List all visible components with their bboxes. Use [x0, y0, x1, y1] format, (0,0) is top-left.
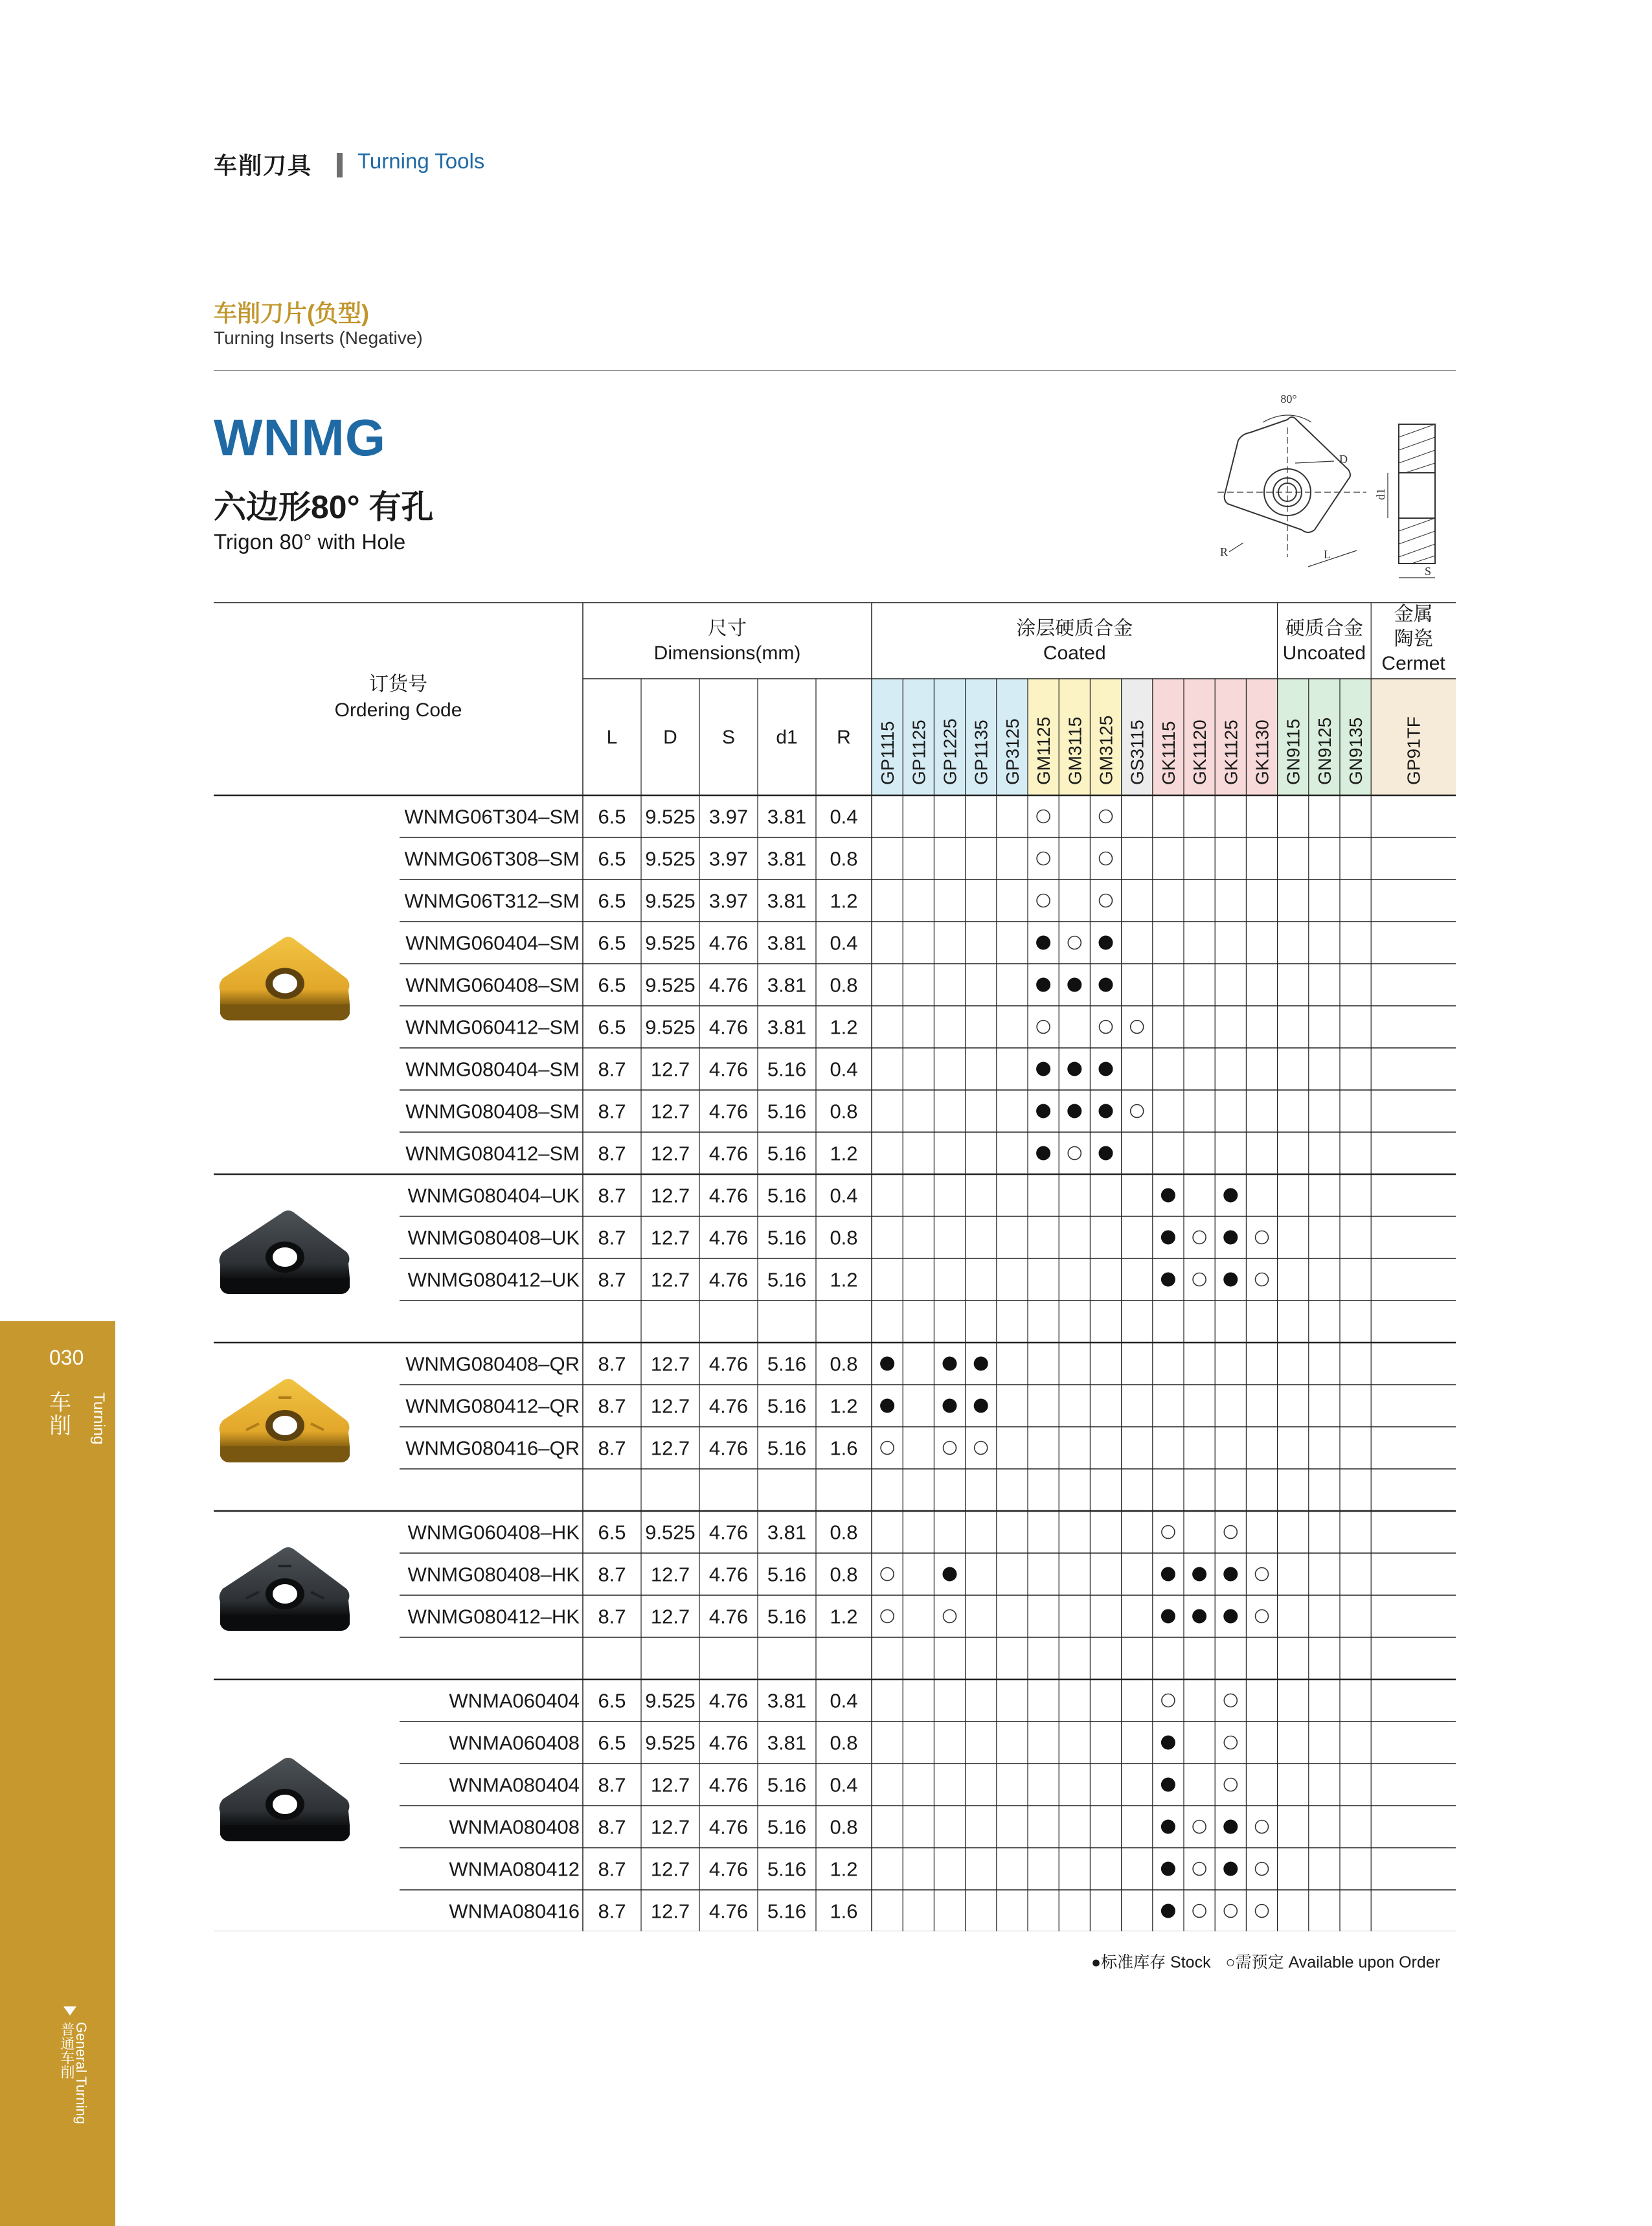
dimension-cell: 1.2	[830, 1142, 858, 1165]
dimension-cell: 9.525	[645, 805, 696, 828]
dimension-cell: 9.525	[645, 1689, 696, 1712]
dimension-cell: 5.16	[767, 1394, 807, 1418]
dimension-cell: 4.76	[708, 1563, 749, 1586]
order-circle	[1224, 1778, 1237, 1791]
dimension-cell: 3.81	[767, 1016, 807, 1039]
grade-label: GK1115	[1158, 721, 1179, 785]
dimension-cell: 4.76	[708, 1605, 749, 1628]
grade-label: GN9135	[1346, 717, 1366, 785]
ordering-code-cell: WNMG06T304–SM	[404, 805, 580, 828]
diagram-d-label: D	[1339, 453, 1348, 466]
order-circle	[1037, 894, 1050, 907]
dimension-cell: 4.76	[708, 1689, 749, 1712]
dimension-cell: 4.76	[708, 973, 749, 997]
grade-label: GN9115	[1283, 718, 1304, 785]
ordering-code-cell: WNMG080404–UK	[407, 1184, 580, 1207]
dimension-cell: 12.7	[650, 1857, 690, 1881]
black-insert-chipbreaker-edge	[220, 1615, 350, 1631]
dimension-cell: 4.76	[708, 1900, 749, 1923]
gold-insert-chipbreaker-hole	[273, 1416, 297, 1435]
grade-label: GS3115	[1127, 720, 1148, 785]
order-circle	[1037, 810, 1050, 823]
side-tab-label-cn: 车削	[49, 1391, 71, 1438]
dimension-cell: 12.7	[650, 1605, 690, 1628]
stock-dot	[1223, 1609, 1238, 1624]
ordering-code-header-en: Ordering Code	[334, 699, 462, 721]
page-number: 030	[49, 1346, 84, 1369]
ordering-code-cell: WNMA060404	[449, 1689, 580, 1712]
order-circle	[1100, 894, 1113, 907]
stock-dot	[974, 1399, 988, 1413]
order-circle	[1224, 1694, 1237, 1707]
black-insert-chipbreaker	[220, 1547, 350, 1631]
black-insert-plain-edge	[220, 1278, 350, 1294]
stock-dot	[1161, 1820, 1175, 1834]
dimension-cell: 9.525	[645, 931, 696, 955]
stock-dot	[1067, 1104, 1081, 1119]
order-circle	[1193, 1863, 1206, 1876]
coated-header-cn: 涂层硬质合金	[1016, 618, 1133, 639]
dimension-cell: 0.8	[830, 1226, 858, 1249]
order-circle	[1224, 1526, 1237, 1539]
dimension-cell: 1.2	[830, 1268, 858, 1291]
dimension-cell: 3.81	[767, 1521, 807, 1544]
dimension-cell: 1.2	[830, 1394, 858, 1418]
dimension-cell: 5.16	[767, 1563, 807, 1586]
dimension-cell: 4.76	[708, 1016, 749, 1039]
dimension-cell: 6.5	[598, 889, 626, 913]
cermet-header-cn-1: 金属	[1394, 604, 1433, 625]
order-circle	[975, 1442, 988, 1455]
dimension-cell: 12.7	[650, 1184, 690, 1207]
dimension-cell: 9.525	[645, 1016, 696, 1039]
grade-label: GP3125	[1002, 718, 1023, 785]
grade-label: GM3115	[1065, 716, 1085, 785]
dimension-cell: 8.7	[598, 1268, 626, 1291]
order-circle	[1068, 1147, 1081, 1160]
dimension-cell: 4.76	[708, 1100, 749, 1123]
stock-dot	[1161, 1778, 1175, 1792]
order-circle	[1224, 1736, 1237, 1749]
order-circle	[1037, 852, 1050, 865]
dimension-cell: 5.16	[767, 1437, 807, 1460]
black-insert-flat-edge	[220, 1825, 350, 1841]
ordering-code-cell: WNMA080412	[449, 1857, 580, 1881]
side-tab-arrow-icon	[63, 2006, 76, 2016]
section-title-cn: 车削刀片(负型)	[214, 300, 369, 326]
dimension-cell: 0.8	[830, 1815, 858, 1839]
dimension-cell: 3.81	[767, 805, 807, 828]
stock-dot	[1036, 936, 1050, 950]
stock-dot	[1223, 1820, 1238, 1834]
dimension-cell: 5.16	[767, 1142, 807, 1165]
dimension-cell: 8.7	[598, 1605, 626, 1628]
dimension-cell: 1.2	[830, 1016, 858, 1039]
dimension-cell: 8.7	[598, 1100, 626, 1123]
dimension-cell: 8.7	[598, 1815, 626, 1839]
stock-dot	[1161, 1736, 1175, 1750]
dimension-cell: 3.81	[767, 847, 807, 870]
dimension-cell: 0.8	[830, 1731, 858, 1755]
dimension-cell: 6.5	[598, 847, 626, 870]
dimension-cell: 0.4	[830, 1184, 858, 1207]
gold-insert-plain-hole	[273, 974, 297, 994]
dimension-cell: 0.8	[830, 1521, 858, 1544]
stock-dot	[1161, 1231, 1175, 1245]
order-circle	[944, 1610, 956, 1623]
order-circle	[1131, 1021, 1144, 1034]
dimension-cell: 4.76	[708, 1142, 749, 1165]
dimension-cell: 12.7	[650, 1268, 690, 1291]
dimension-cell: 1.2	[830, 1605, 858, 1628]
order-circle	[1256, 1610, 1269, 1623]
diagram-angle-label: 80°	[1280, 392, 1297, 405]
uncoated-header-en: Uncoated	[1282, 642, 1366, 664]
stock-dot	[1161, 1567, 1175, 1582]
dimension-cell: 4.76	[708, 1058, 749, 1081]
dimension-col-header: d1	[776, 727, 798, 748]
order-circle	[1193, 1821, 1206, 1834]
dimension-cell: 4.76	[708, 1437, 749, 1460]
dimension-cell: 4.76	[708, 1521, 749, 1544]
dimension-cell: 3.97	[708, 889, 749, 913]
dimension-cell: 9.525	[645, 847, 696, 870]
stock-dot	[943, 1399, 957, 1413]
stock-dot	[1161, 1609, 1175, 1624]
legend-stock: ●标准库存 Stock	[1091, 1953, 1211, 1971]
ordering-code-cell: WNMG060404–SM	[405, 931, 580, 955]
stock-dot	[974, 1357, 988, 1371]
stock-dot	[1161, 1862, 1175, 1876]
order-circle	[1193, 1905, 1206, 1918]
coated-header-en: Coated	[1043, 642, 1106, 664]
dimension-cell: 8.7	[598, 1058, 626, 1081]
dimensions-header-cn: 尺寸	[708, 618, 747, 639]
dimension-cell: 4.76	[708, 1226, 749, 1249]
ordering-code-cell: WNMG080408–HK	[407, 1563, 580, 1586]
dimension-cell: 4.76	[708, 1352, 749, 1376]
section-rule	[214, 370, 1456, 371]
ordering-code-cell: WNMG080412–UK	[407, 1268, 580, 1291]
header-category-en: Turning Tools	[357, 149, 485, 173]
product-name-cn: 六边形80° 有孔	[214, 489, 434, 525]
dimension-cell: 5.16	[767, 1058, 807, 1081]
order-circle	[1162, 1694, 1175, 1707]
gold-insert-plain	[220, 937, 350, 1021]
ordering-code-cell: WNMA080404	[449, 1773, 580, 1797]
diagram-d1-label: d1	[1374, 488, 1387, 500]
stock-dot	[1161, 1188, 1175, 1203]
dimension-cell: 8.7	[598, 1900, 626, 1923]
dimension-cell: 12.7	[650, 1815, 690, 1839]
dimension-col-header: S	[721, 727, 736, 748]
dimension-cell: 4.76	[708, 931, 749, 955]
dimension-cell: 6.5	[598, 931, 626, 955]
stock-dot	[1223, 1188, 1238, 1203]
dimension-cell: 3.81	[767, 931, 807, 955]
order-circle	[1193, 1273, 1206, 1286]
dimension-col-header: L	[606, 727, 618, 748]
dimension-cell: 3.97	[708, 847, 749, 870]
order-circle	[1256, 1863, 1269, 1876]
black-insert-plain	[220, 1210, 350, 1294]
dimension-cell: 3.81	[767, 889, 807, 913]
stock-dot	[1099, 1104, 1113, 1119]
dimension-cell: 4.76	[708, 1773, 749, 1797]
order-circle	[881, 1610, 894, 1623]
black-insert-plain-hole	[273, 1247, 297, 1267]
cermet-header-en: Cermet	[1381, 653, 1445, 674]
header-divider	[337, 153, 343, 177]
stock-dot	[943, 1567, 957, 1582]
insert-technical-drawing	[1205, 389, 1464, 583]
side-tab-label-en: Turning	[90, 1392, 107, 1445]
dimension-cell: 12.7	[650, 1226, 690, 1249]
dimension-cell: 4.76	[708, 1268, 749, 1291]
dimension-col-header: D	[663, 727, 677, 748]
dimension-cell: 0.8	[830, 1352, 858, 1376]
stock-dot	[1161, 1273, 1175, 1287]
gold-insert-chipbreaker-edge	[220, 1446, 350, 1462]
dimension-cell: 1.2	[830, 889, 858, 913]
dimension-cell: 12.7	[650, 1100, 690, 1123]
grade-label: GM1125	[1034, 716, 1054, 785]
stock-dot	[1099, 936, 1113, 950]
dimension-cell: 3.81	[767, 973, 807, 997]
dimension-cell: 5.16	[767, 1605, 807, 1628]
stock-dot	[1036, 978, 1050, 992]
diagram-l-label: L	[1324, 548, 1331, 561]
grade-label: GK1125	[1221, 720, 1241, 785]
ordering-code-cell: WNMG06T308–SM	[404, 847, 580, 870]
dimension-cell: 8.7	[598, 1352, 626, 1376]
dimension-cell: 9.525	[645, 1521, 696, 1544]
dimension-cell: 8.7	[598, 1142, 626, 1165]
stock-dot	[943, 1357, 957, 1371]
dimension-cell: 12.7	[650, 1437, 690, 1460]
dimensions-header-en: Dimensions(mm)	[653, 642, 801, 664]
dimension-cell: 0.8	[830, 1100, 858, 1123]
stock-dot	[880, 1399, 894, 1413]
order-circle	[881, 1442, 894, 1455]
dimension-cell: 1.2	[830, 1857, 858, 1881]
stock-dot	[1067, 1062, 1081, 1076]
side-tab	[0, 1321, 115, 2226]
dimension-cell: 8.7	[598, 1773, 626, 1797]
dimension-cell: 9.525	[645, 1731, 696, 1755]
dimension-cell: 5.16	[767, 1352, 807, 1376]
grade-label: GP91TF	[1403, 716, 1424, 785]
ordering-code-cell: WNMA080416	[449, 1900, 580, 1923]
grade-label: GK1130	[1252, 720, 1273, 785]
ordering-code-cell: WNMG080412–HK	[407, 1605, 580, 1628]
ordering-code-cell: WNMG080416–QR	[405, 1437, 580, 1460]
grade-label: GN9125	[1314, 717, 1335, 785]
header-category-cn: 车削刀具	[214, 152, 313, 179]
black-insert-flat	[220, 1758, 350, 1841]
gold-insert-chipbreaker	[220, 1379, 350, 1462]
product-name-en: Trigon 80° with Hole	[214, 530, 406, 554]
stock-dot	[1192, 1609, 1206, 1624]
dimension-cell: 12.7	[650, 1142, 690, 1165]
dimension-cell: 9.525	[645, 889, 696, 913]
dimension-cell: 8.7	[598, 1394, 626, 1418]
stock-dot	[1099, 978, 1113, 992]
black-insert-chipbreaker-hole	[273, 1584, 297, 1604]
dimension-cell: 3.81	[767, 1731, 807, 1755]
dimension-cell: 0.4	[830, 1058, 858, 1081]
grade-label: GP1225	[940, 718, 960, 785]
grade-label: GK1120	[1190, 720, 1210, 785]
dimension-cell: 5.16	[767, 1900, 807, 1923]
dimension-cell: 0.4	[830, 931, 858, 955]
dimension-cell: 0.4	[830, 1689, 858, 1712]
order-circle	[1100, 852, 1113, 865]
uncoated-header-cn: 硬质合金	[1285, 618, 1363, 639]
dimension-cell: 12.7	[650, 1352, 690, 1376]
ordering-code-cell: WNMA060408	[449, 1731, 580, 1755]
dimension-cell: 12.7	[650, 1773, 690, 1797]
dimension-cell: 4.76	[708, 1731, 749, 1755]
ordering-code-cell: WNMG080404–SM	[405, 1058, 580, 1081]
dimension-cell: 5.16	[767, 1100, 807, 1123]
stock-dot	[1099, 1146, 1113, 1161]
dimension-cell: 6.5	[598, 1016, 626, 1039]
dimension-cell: 9.525	[645, 973, 696, 997]
dimension-cell: 5.16	[767, 1857, 807, 1881]
gold-insert-plain-edge	[220, 1005, 350, 1021]
section-title-en: Turning Inserts (Negative)	[214, 328, 423, 348]
dimension-cell: 1.6	[830, 1437, 858, 1460]
dimension-cell: 3.81	[767, 1689, 807, 1712]
stock-dot	[1036, 1104, 1050, 1119]
dimension-cell: 4.76	[708, 1184, 749, 1207]
dimension-cell: 8.7	[598, 1857, 626, 1881]
order-circle	[1256, 1821, 1269, 1834]
dimension-cell: 12.7	[650, 1900, 690, 1923]
side-tab-footer-cn: 普通车削	[59, 2022, 75, 2079]
dimension-cell: 8.7	[598, 1437, 626, 1460]
dimension-cell: 5.16	[767, 1815, 807, 1839]
dimension-cell: 8.7	[598, 1184, 626, 1207]
dimension-cell: 1.6	[830, 1900, 858, 1923]
order-circle	[1256, 1231, 1269, 1244]
ordering-code-cell: WNMG060408–HK	[407, 1521, 580, 1544]
stock-dot	[1223, 1231, 1238, 1245]
dimension-cell: 3.97	[708, 805, 749, 828]
dimension-col-header: R	[837, 727, 851, 748]
dimension-cell: 6.5	[598, 1731, 626, 1755]
dimension-cell: 6.5	[598, 1689, 626, 1712]
dimension-cell: 8.7	[598, 1226, 626, 1249]
grade-label: GP1125	[909, 720, 929, 785]
availability-legend	[1091, 1949, 1451, 1973]
order-circle	[1256, 1568, 1269, 1581]
order-circle	[1256, 1905, 1269, 1918]
dimension-cell: 6.5	[598, 805, 626, 828]
dimension-cell: 12.7	[650, 1563, 690, 1586]
stock-dot	[1223, 1567, 1238, 1582]
ordering-code-cell: WNMG060412–SM	[405, 1016, 580, 1039]
ordering-code-cell: WNMG06T312–SM	[404, 889, 580, 913]
ordering-code-cell: WNMA080408	[449, 1815, 580, 1839]
stock-dot	[1192, 1567, 1206, 1582]
dimension-cell: 5.16	[767, 1226, 807, 1249]
order-circle	[1224, 1905, 1237, 1918]
ordering-code-cell: WNMG060408–SM	[405, 973, 580, 997]
order-circle	[1100, 810, 1113, 823]
side-tab-footer-en: General Turning	[73, 2022, 89, 2124]
grade-label: GP1135	[971, 720, 991, 785]
order-circle	[881, 1568, 894, 1581]
dimension-cell: 4.76	[708, 1394, 749, 1418]
ordering-code-header-cn: 订货号	[369, 674, 427, 695]
dimension-cell: 5.16	[767, 1184, 807, 1207]
ordering-table	[214, 602, 1456, 1931]
dimension-cell: 5.16	[767, 1773, 807, 1797]
dimension-cell: 12.7	[650, 1394, 690, 1418]
ordering-code-cell: WNMG080412–QR	[405, 1394, 580, 1418]
order-circle	[1162, 1526, 1175, 1539]
diagram-s-label: S	[1425, 565, 1432, 578]
dimension-cell: 12.7	[650, 1058, 690, 1081]
stock-dot	[1099, 1062, 1113, 1076]
dimension-cell: 0.4	[830, 805, 858, 828]
stock-dot	[1067, 978, 1081, 992]
stock-dot	[880, 1357, 894, 1371]
dimension-cell: 0.8	[830, 847, 858, 870]
order-circle	[944, 1442, 956, 1455]
cermet-header-cn-2: 陶瓷	[1394, 628, 1433, 650]
ordering-code-cell: WNMG080412–SM	[405, 1142, 580, 1165]
ordering-code-cell: WNMG080408–UK	[407, 1226, 580, 1249]
stock-dot	[1161, 1904, 1175, 1918]
dimension-cell: 5.16	[767, 1268, 807, 1291]
diagram-r-label: R	[1220, 545, 1228, 558]
dimension-cell: 4.76	[708, 1857, 749, 1881]
dimension-cell: 8.7	[598, 1563, 626, 1586]
product-code: WNMG	[214, 409, 387, 466]
stock-dot	[1223, 1862, 1238, 1876]
order-circle	[1068, 937, 1081, 949]
order-circle	[1193, 1231, 1206, 1244]
stock-dot	[1036, 1146, 1050, 1161]
grade-label: GM3125	[1096, 715, 1116, 785]
stock-dot	[1036, 1062, 1050, 1076]
dimension-cell: 6.5	[598, 973, 626, 997]
order-circle	[1100, 1021, 1113, 1034]
grade-label: GP1115	[877, 721, 898, 785]
ordering-code-cell: WNMG080408–SM	[405, 1100, 580, 1123]
order-circle	[1131, 1105, 1144, 1118]
ordering-code-cell: WNMG080408–QR	[405, 1352, 580, 1376]
dimension-cell: 0.8	[830, 1563, 858, 1586]
order-circle	[1256, 1273, 1269, 1286]
dimension-cell: 4.76	[708, 1815, 749, 1839]
black-insert-flat-hole	[273, 1795, 297, 1814]
dimension-cell: 0.8	[830, 973, 858, 997]
dimension-cell: 6.5	[598, 1521, 626, 1544]
dimension-cell: 0.4	[830, 1773, 858, 1797]
stock-dot	[1223, 1273, 1238, 1287]
legend-order: ○需预定 Available upon Order	[1225, 1953, 1440, 1971]
order-circle	[1037, 1021, 1050, 1034]
